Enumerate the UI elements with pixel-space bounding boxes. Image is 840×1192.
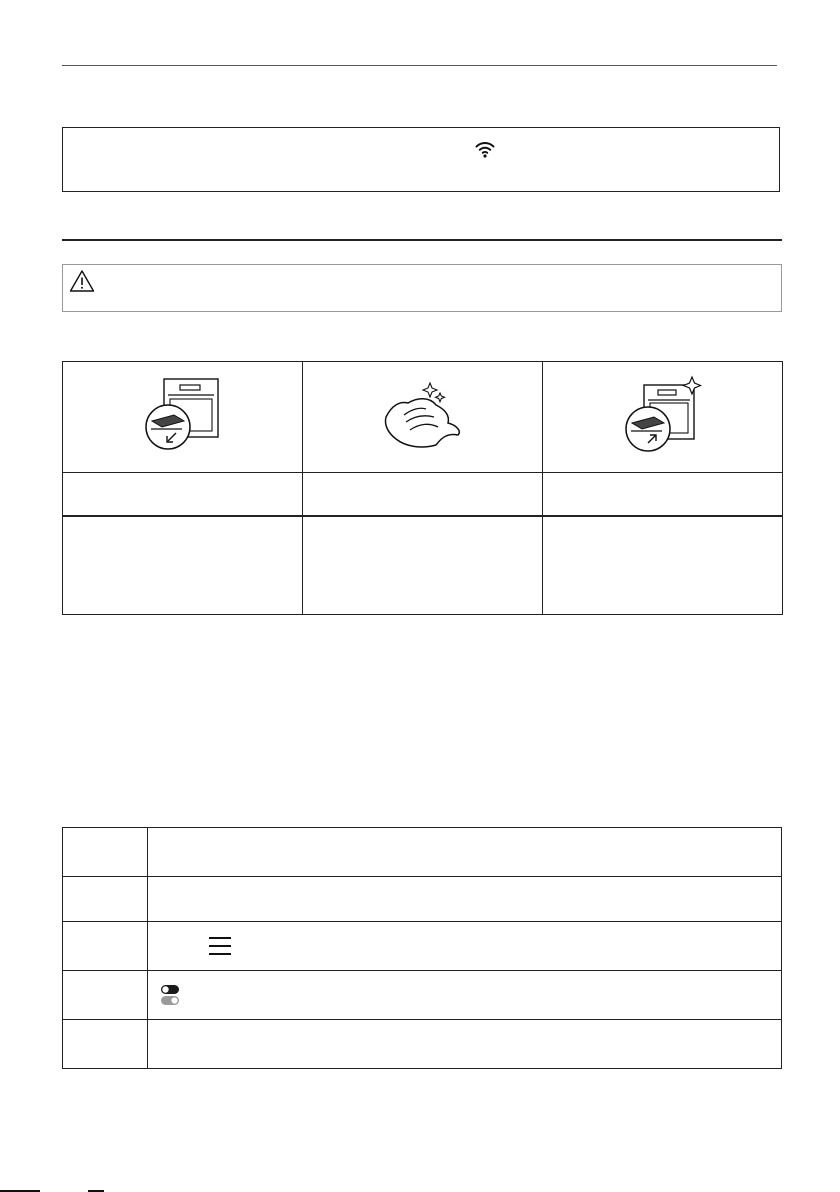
- settings-step-text-cell: [148, 971, 782, 1020]
- care-step-1-label: [63, 473, 303, 517]
- care-step-3-icon-cell: [543, 362, 783, 473]
- settings-step-row: [63, 828, 782, 877]
- care-step-2-icon-cell: [303, 362, 543, 473]
- settings-step-text-cell: [148, 922, 782, 971]
- settings-steps-table: [62, 827, 782, 1069]
- care-step-1-icon-cell: [63, 362, 303, 473]
- care-descriptions-row: [63, 516, 783, 615]
- wifi-icon: [475, 140, 495, 158]
- settings-step-row: [63, 971, 782, 1020]
- page-bottom-mark: [0, 1182, 110, 1192]
- settings-step-number: [63, 971, 148, 1020]
- section-heading: [62, 215, 782, 235]
- hand-wipe-sparkle-icon: [378, 375, 468, 455]
- menu-icon: [208, 935, 232, 957]
- settings-step-number: [63, 877, 148, 922]
- settings-step-text: [148, 1020, 782, 1069]
- settings-step-number: [63, 828, 148, 877]
- warning-triangle-icon: [69, 269, 95, 293]
- settings-step-text: [148, 877, 782, 922]
- page-title: [62, 40, 777, 60]
- care-labels-row: [63, 473, 783, 517]
- oven-remove-tray-icon: [138, 375, 228, 455]
- care-step-2-description: [303, 516, 543, 615]
- care-icons-row: [63, 362, 783, 473]
- care-step-1-description: [63, 516, 303, 615]
- settings-step-text: [148, 828, 782, 877]
- oven-insert-tray-sparkle-icon: [618, 375, 708, 455]
- settings-step-row: [63, 1020, 782, 1069]
- settings-step-row: [63, 877, 782, 922]
- settings-step-row: [63, 922, 782, 971]
- warning-box: [62, 264, 782, 312]
- toggle-icon: [160, 984, 180, 1006]
- care-step-2-label: [303, 473, 543, 517]
- care-steps-table: [62, 361, 783, 615]
- care-step-3-label: [543, 473, 783, 517]
- settings-step-number: [63, 922, 148, 971]
- care-step-3-description: [543, 516, 783, 615]
- connectivity-note-box: [62, 127, 780, 192]
- section-rule: [62, 239, 782, 241]
- header-rule: [62, 65, 777, 66]
- settings-step-number: [63, 1020, 148, 1069]
